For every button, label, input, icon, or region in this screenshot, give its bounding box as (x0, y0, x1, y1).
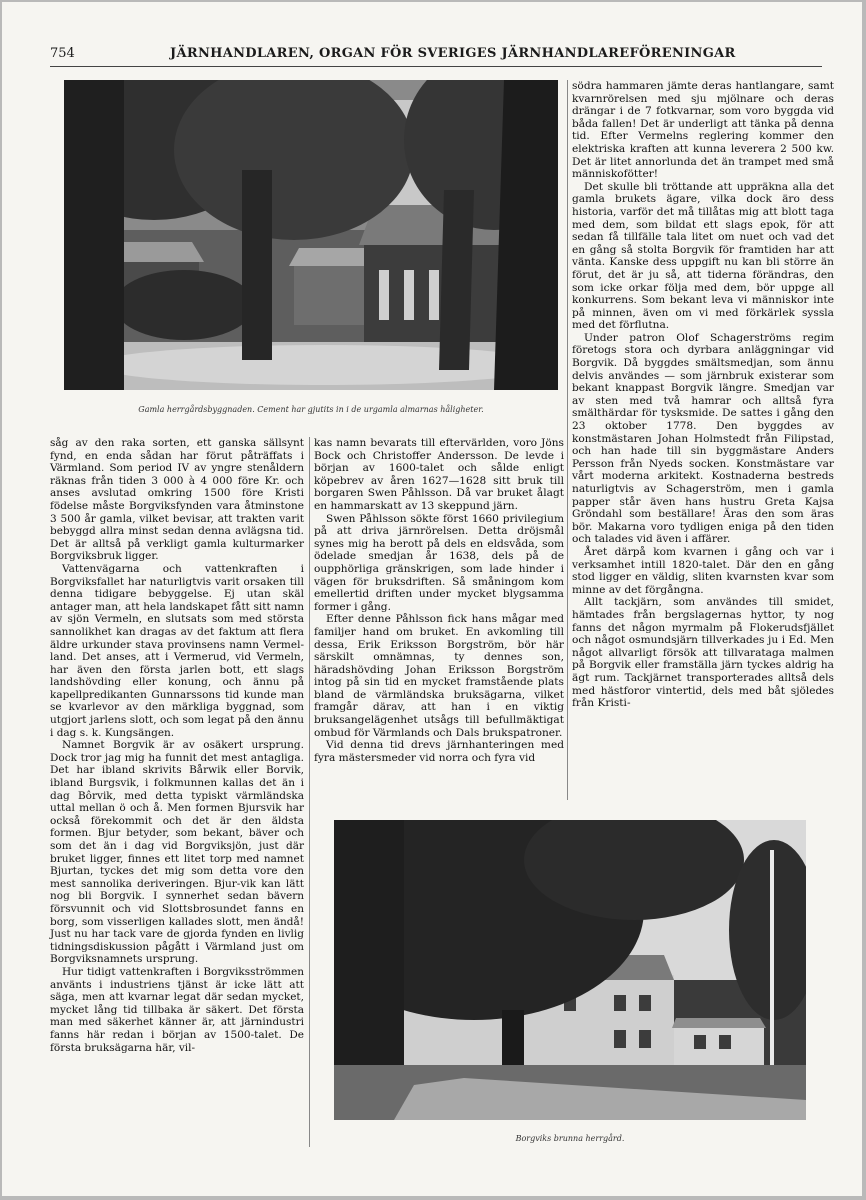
paragraph: Swen Påhlsson sökte först 1660 privilegium på att driva järnrörelsen. Detta dröjsmål synes mig ha berott på dels en eldsvåda, som ödelade smedjan år 1638, dels på de oupphörliga gränskrigen, som lade hinder i vägen för bruksdriften. Så småningom kom emellertid driften under mycket blygsamma former i gång. (314, 512, 564, 613)
column-middle (314, 437, 564, 764)
manor-photo (64, 80, 558, 390)
column-rule (567, 80, 568, 800)
paragraph: Allt tackjärn, som användes till smidet, hämtades från bergslagernas hyttor, ty nog fanns det någon myrmalm på Flokerudsfjället och något osmundsjärn tillverkades ju i Ed. Men något allvarligt försök att tillvarataga malmen på Borgvik eller framställa järn tyckes aldrig ha ägt rum. Tackjärnet transporterades alltså dels med hästforor vintertid, dels med båt sjöledes från Kristi- (572, 596, 834, 710)
paragraph: Året därpå kom kvarnen i gång och var i verksamhet intill 1820-talet. Där den en gång stod ligger en väldig, sliten kvarnsten kvar som minne av det förgångna. (572, 545, 834, 596)
page-header (50, 46, 822, 67)
page (2, 2, 862, 1196)
paragraph: Det skulle bli tröttande att uppräkna alla det gamla brukets ägare, vilka dock äro dess historia, varför det må tillåtas mig att blott taga med dem, som bildat ett slags epok, för att sedan få tillfälle tala litet om nuet och vad det en gång så stolta Borgvik för framtiden har att vänta. Kanske dess uppgift nu kan bli större än förut, det är ju så, att tiderna förändras, den som icke orkar följa med dem, bör uppge all konkurrens. Som bekant leva vi människor inte på minnen, även om vi med förkärlek syssla med det förflutna. (572, 180, 834, 332)
paragraph: kas namn bevarats till eftervärlden, voro Jöns Bock och Christoffer Andersson. De levde i början av 1600-talet och sålde enligt köpebrev av åren 1627—1628 sitt bruk till borgaren Swen Påhlsson. Då var bruket ålagt en hammarskatt av 13 skeppund järn. (314, 437, 564, 512)
page-number: 754 (50, 46, 75, 61)
column-left (50, 437, 304, 1054)
paragraph: Efter denne Påhlsson fick hans mågar med familjer hand om bruket. En avkomling till dessa, Erik Eriksson Borgström, bör här särskilt omnämnas, ty dennes son, häradshövding Johan Eriksson Borgström intog på sin tid en mycket framstående plats bland de värmländska bruksägarna, vilket framgår därav, att han i en viktig bruksangelägenhet utsågs till befullmäktigat ombud för Värmlands och Dals brukspatroner. (314, 613, 564, 739)
paragraph: Under patron Olof Schagerströms regim företogs stora och dyrbara anläggningar vid Borgvik. Då byggdes smältsmedjan, som ännu delvis användes — som järnbruk existerar som bekant knappast Borgvik längre. Smedjan var av sten med två hamrar och alltså fyra smälthärdar för tysksmide. De sattes i gång den 23 oktober 1778. Den byggdes av konstmästaren Johan Holmstedt från Filipstad, och han hade till sin byggmästare Anders Persson från Nyeds socken. Konstmästare var vårt moderna arkitekt. Kostnaderna bestreds naturligtvis av Schagerström, men i gamla papper står även hans hustru Greta Kajsa Gröndahl som beställare! Äras den som äras bör. Makarna voro tydligen eniga på den tiden och talades vid även i affärer. (572, 331, 834, 546)
paragraph: södra hammaren jämte deras hantlangare, samt kvarnrörelsen med sju mjölnare och deras drängar i de 7 fotkvarnar, som voro byggda vid båda fallen! Det är underligt att tänka på denna tid. Efter Vermelns reglering kommer den elektriska kraften att kunna leverera 2 500 kw. Det är litet annorlunda det än trampet med små människofötter! (572, 80, 834, 181)
paragraph: Namnet Borgvik är av osäkert ursprung. Dock tror jag mig ha funnit det mest antagliga. Det har ibland skrivits Bårwik eller Borvik, ibland Burgsvik, i folkmunnen kallas det än i dag Bôrvik, med detta typiskt värmländska uttal mellan ö och å. Men formen Bjursvik har också förekommit och det är den äldsta formen. Bjur betyder, som bekant, bäver och som det än i dag vid Borgviksjön, just där bruket ligger, finnes ett litet torp med namnet Bjurtan, tyckes det mig som detta vore den mest sannolika deriveringen. Bjur-vik kan lätt nog bli Borgvik. I synnerhet sedan bävern försvunnit och vid Slottsbrosundet fanns en borg, som visserligen kallades slott, men ändå! Just nu har tack vare de gjorda fynden en livlig tidningsdiskussion pågått i Värmland just om Borgviksnamnets ursprung. (50, 739, 304, 966)
paragraph: såg av den raka sorten, ett ganska sällsynt fynd, en enda sådan har förut påträffats i Värmland. Som period IV av yngre stenåldern räknas från tiden 3 000 à 4 000 före Kr. och anses avslutad omkring 1500 före Kristi födelse måste Borgviksfynden vara åtminstone 3 500 år gamla, vilket bevisar, att trakten varit bebyggd allra minst sedan denna avlägsna tid. Det är alltså på verkligt gamla kulturmarker Borgviksbruk ligger. (50, 437, 304, 563)
manor-photo-caption: Gamla herrgårdsbyggnaden. Cement har gjutits in i de urgamla almarnas håligheter. (138, 405, 484, 414)
brown-manor-photo-image (334, 820, 806, 1120)
paragraph: Hur tidigt vattenkraften i Borgviksströmmen använts i industriens tjänst är icke lätt att säga, men att kvarnar legat där sedan mycket, mycket lång tid tillbaka är säkert. Det första man med säkerhet känner är, att järnindustri fanns här redan i början av 1500-talet. De första bruksägarna här, vil- (50, 965, 304, 1054)
column-rule (309, 437, 310, 1147)
brown-manor-photo-caption: Borgviks brunna herrgård. (515, 1134, 625, 1143)
paragraph: Vid denna tid drevs järnhanteringen med fyra mästersmeder vid norra och fyra vid (314, 739, 564, 764)
column-right-top (572, 80, 834, 710)
brown-manor-photo (334, 820, 806, 1120)
manor-photo-image (64, 80, 558, 390)
journal-title: JÄRNHANDLAREN, ORGAN FÖR SVERIGES JÄRNHANDLAREFÖRENINGAR (170, 46, 736, 61)
paragraph: Vattenvägarna och vattenkraften i Borgviksfallet har naturligtvis varit orsaken till denna tidigare bebyggelse. Ej utan skäl antager man, att hela landskapet fått sitt namn av sjön Vermeln, en slutsats som med största sannolikhet kan dragas av det faktum att flera äldre urkunder stava provinsens namn Vermel-land. Det anses, att i Vermerud, vid Vermeln, har även den första jarlen bott, ett slags landshövding eller konung, och ännu på kapellpredikanten Gunnarssons tid kunde man se kvarlevor av den märkliga byggnad, som utgjort jarlens slott, och som legat på den ännu i dag s. k. Kungsängen. (50, 562, 304, 739)
